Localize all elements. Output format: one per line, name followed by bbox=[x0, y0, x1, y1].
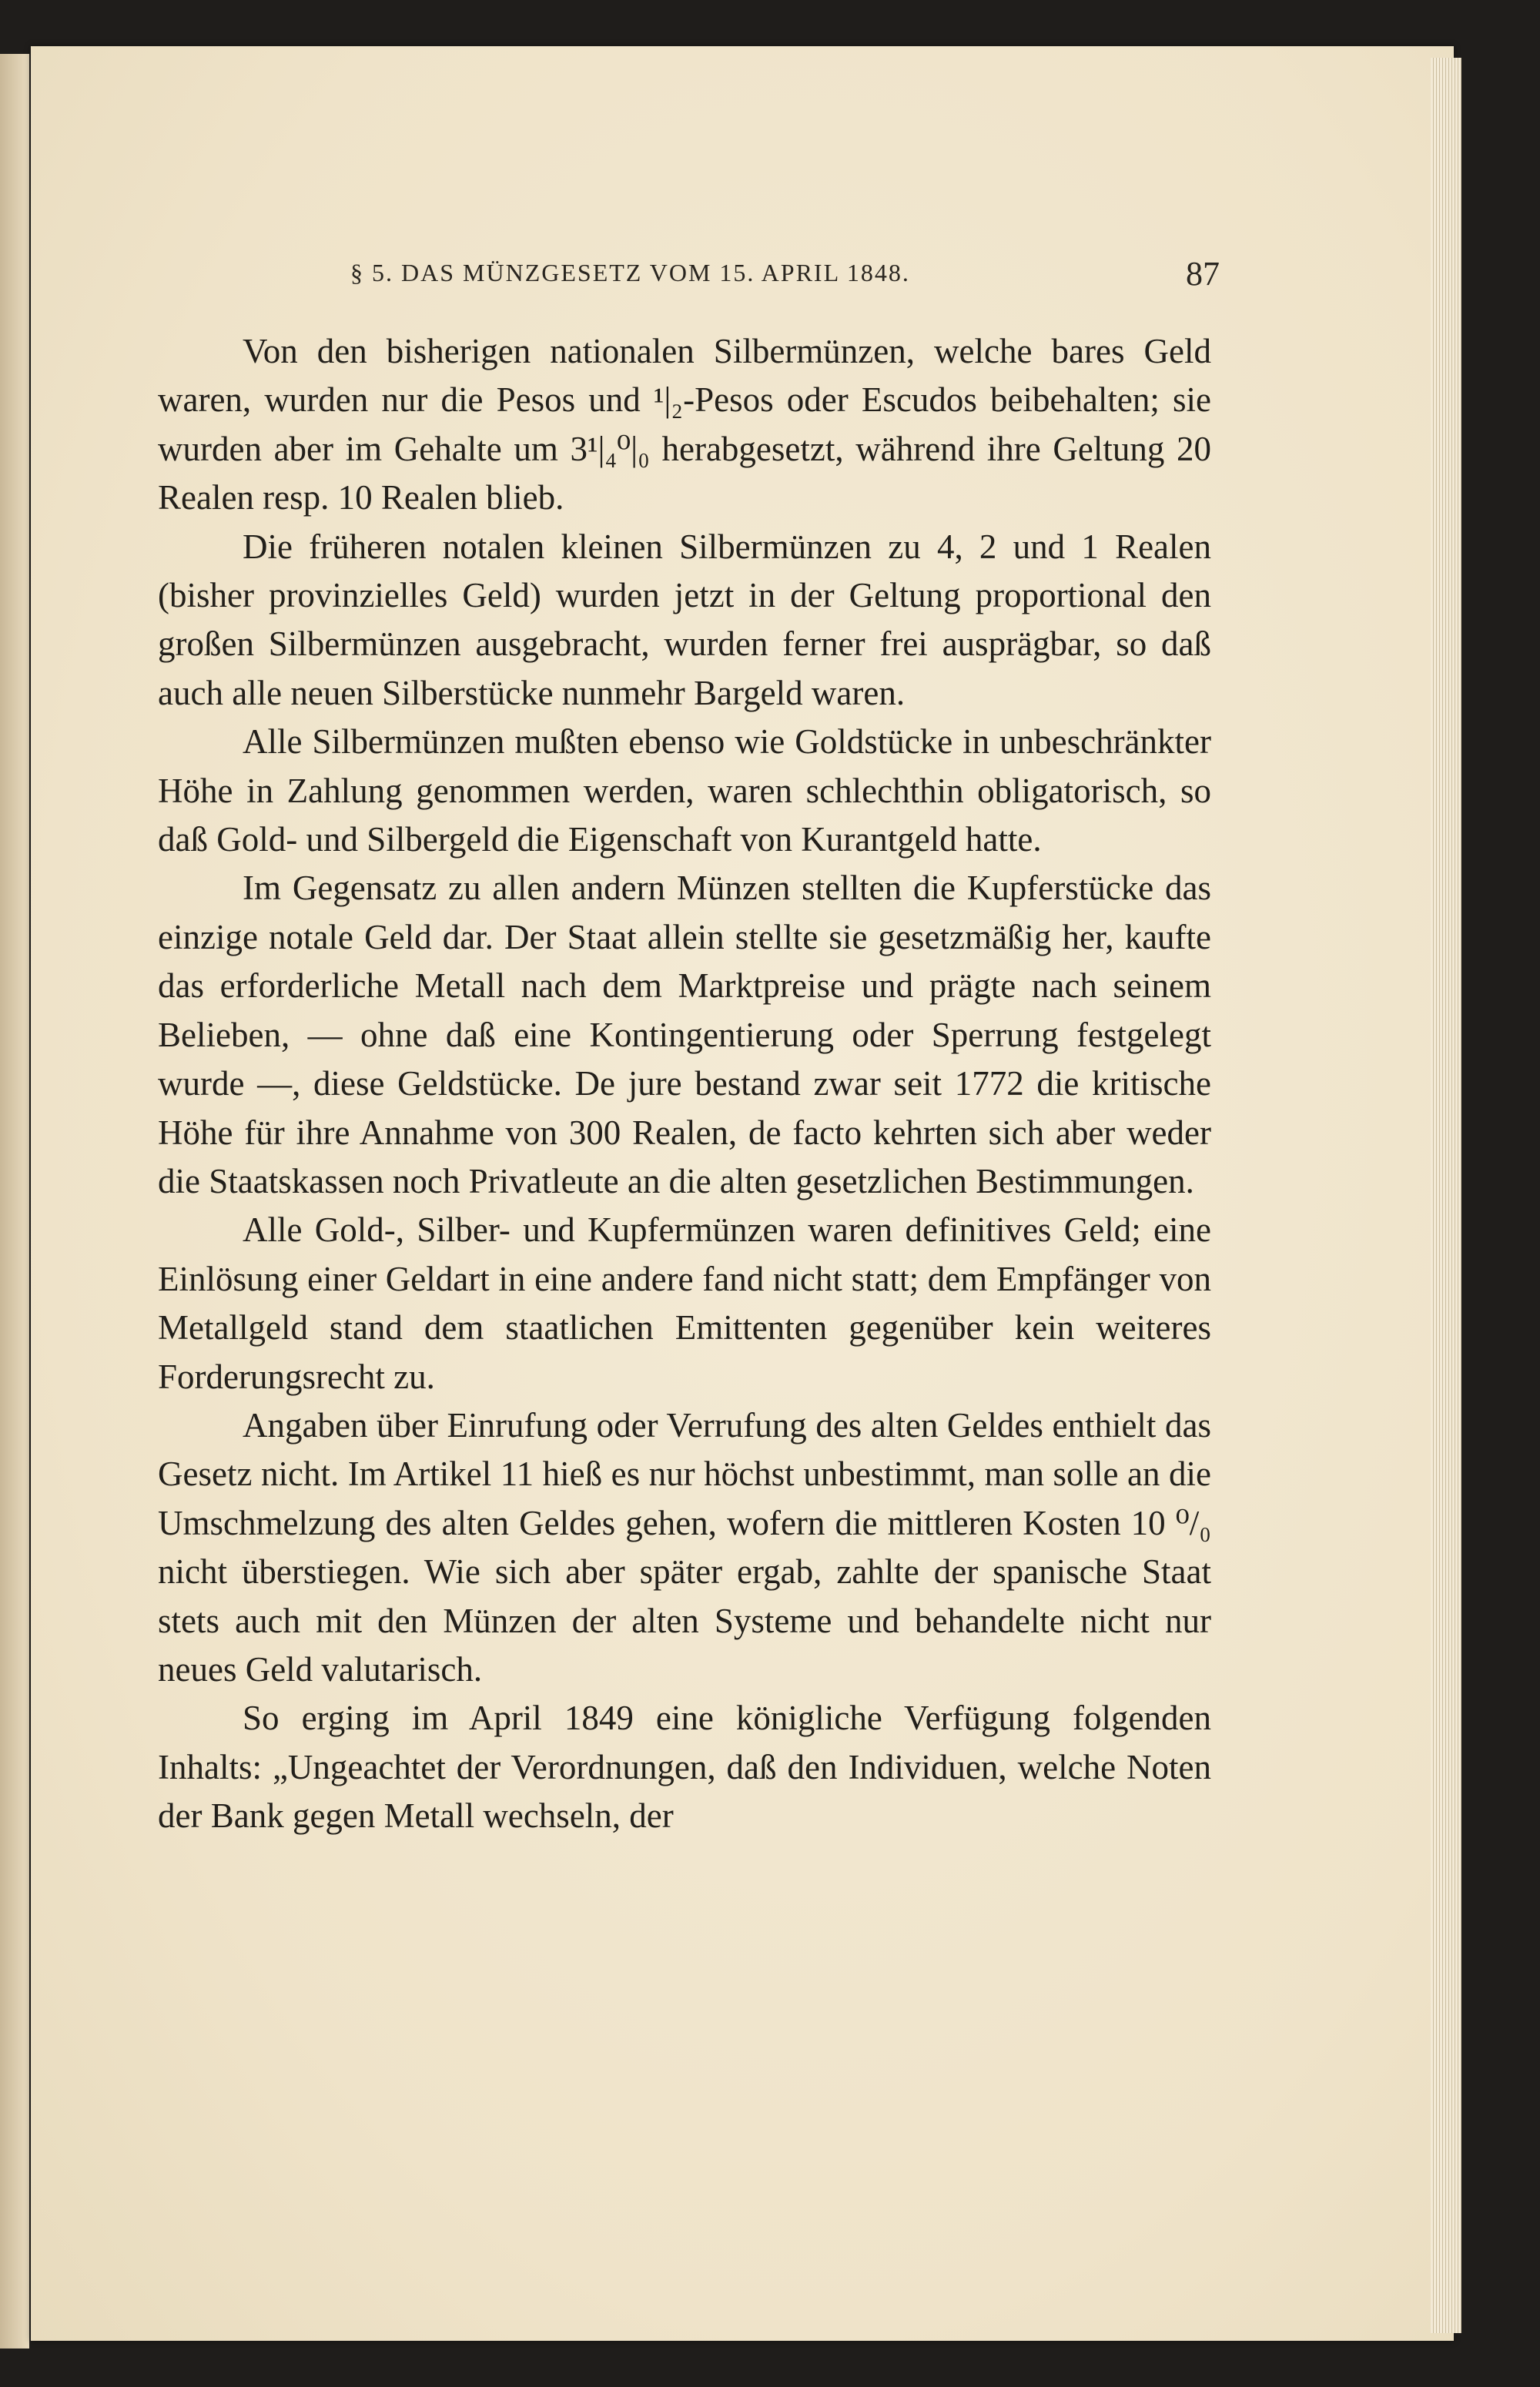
running-title: § 5. DAS MÜNZGESETZ VOM 15. APRIL 1848. bbox=[350, 259, 910, 286]
paragraph: Im Gegensatz zu allen andern Münzen stellten die Kupferstücke das einzige notale Geld dar. Der Staat allein stellte sie gesetzmäßig her, kaufte das erforderliche Metall nach dem Marktpreise und prägte nach seinem Belieben, — ohne daß eine Kontingentierung oder Sperrung festgelegt wurde —, diese Geldstücke. De jure bestand zwar seit 1772 die kritische Höhe für ihre Annahme von 300 Realen, de facto kehrten sich aber weder die Staatskassen noch Privatleute an die alten gesetzlichen Bestimmungen. bbox=[158, 869, 1211, 1200]
paragraph: So erging im April 1849 eine königliche Verfügung folgenden Inhalts: „Ungeachtet der Verordnungen, daß den Individuen, welche Noten der Bank gegen Metall wechseln, der bbox=[158, 1699, 1211, 1836]
paragraph: Die früheren notalen kleinen Silbermünzen zu 4, 2 und 1 Realen (bisher provinzielles Geld) wurden jetzt in der Geltung proportional den großen Silbermünzen ausgebracht, wurden ferner frei ausprägbar, so daß auch alle neuen Silberstücke nunmehr Bargeld waren. bbox=[158, 527, 1211, 712]
page-edge-stack bbox=[1431, 58, 1461, 2333]
running-header bbox=[0, 255, 1540, 305]
paragraph: Angaben über Einrufung oder Verrufung des alten Geldes enthielt das Gesetz nicht. Im Artikel 11 hieß es nur höchst unbestimmt, man solle an die Umschmelzung des alten Geldes gehen, wofern die mittleren Kosten 10 ⁰/₀ nicht überstiegen. Wie sich aber später ergab, zahlte der spanische Staat stets auch mit den Münzen der alten Systeme und behandelte nicht nur neues Geld valutarisch. bbox=[158, 1405, 1211, 1689]
paragraph: Alle Silbermünzen mußten ebenso wie Goldstücke in unbeschränkter Höhe in Zahlung genommen werden, waren schlechthin obligatorisch, so daß Gold- und Silbergeld die Eigenschaft von Kurantgeld hatte. bbox=[158, 722, 1211, 859]
paragraph: Alle Gold-, Silber- und Kupfermünzen waren definitives Geld; eine Einlösung einer Geldart in eine andere fand nicht statt; dem Empfänger von Metallgeld stand dem staatlichen Emittenten gegenüber kein weiteres Forderungsrecht zu. bbox=[158, 1210, 1211, 1396]
previous-page-edge bbox=[0, 54, 29, 2348]
paragraph: Von den bisherigen nationalen Silbermünzen, welche bares Geld waren, wurden nur die Pesos und ¹|₂-Pesos oder Escudos beibehalten; sie wurden aber im Gehalte um 3¹|₄⁰|₀ herabgesetzt, während ihre Geltung 20 Realen resp. 10 Realen blieb. bbox=[158, 332, 1211, 517]
page-number: 87 bbox=[1186, 255, 1220, 293]
body-text bbox=[158, 327, 1211, 1841]
